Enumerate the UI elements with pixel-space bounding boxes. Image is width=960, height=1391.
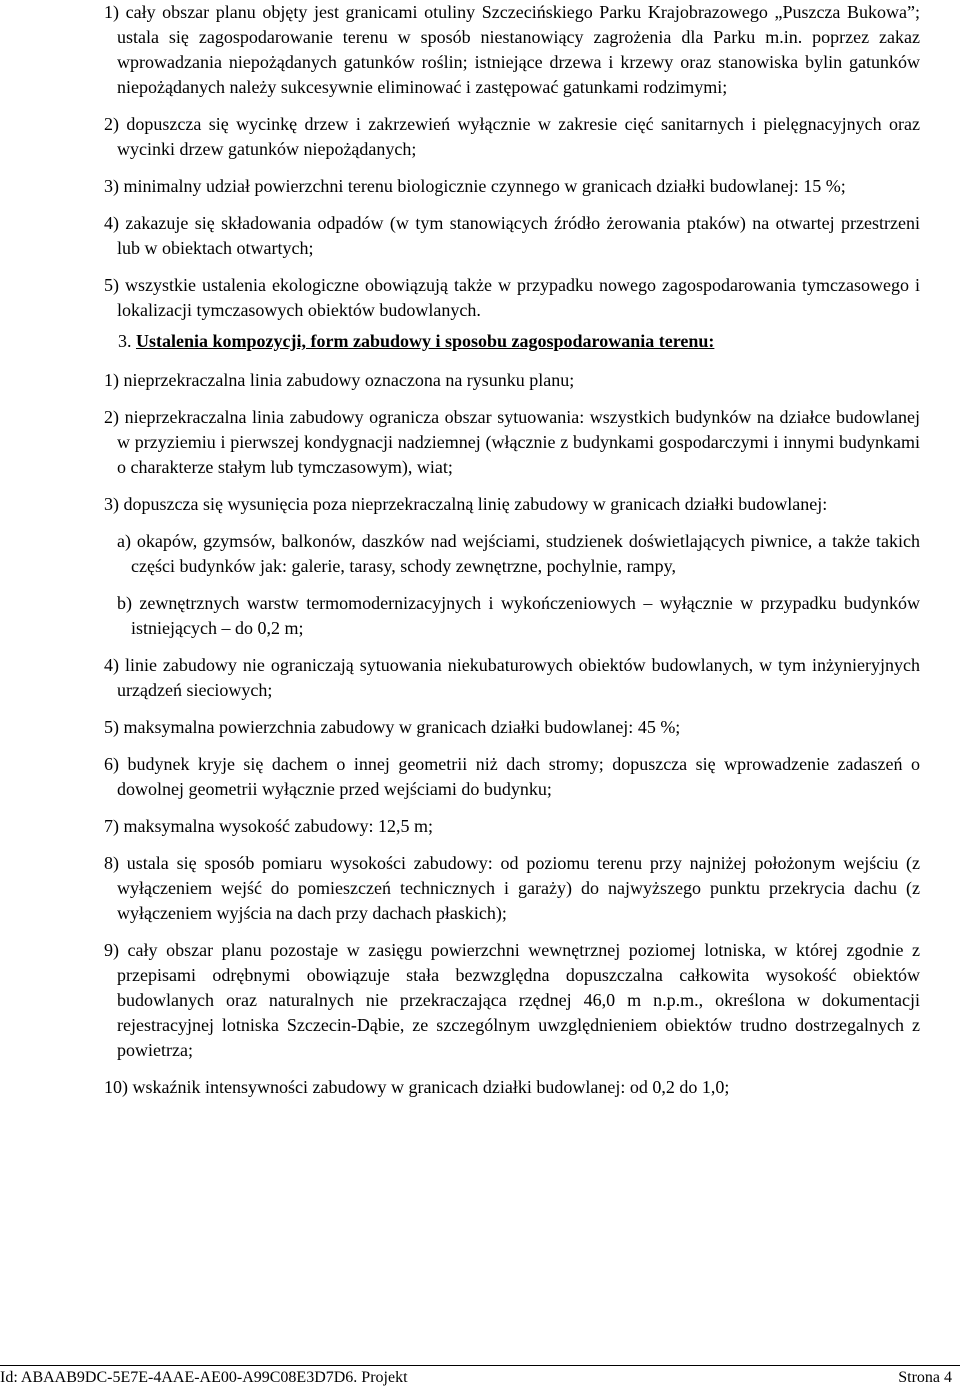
document-body — [104, 0, 920, 1100]
ecology-item-4: 4) zakazuje się składowania odpadów (w tym stanowiących źródło żerowania ptaków) na otwartej przestrzeni lub w obiektach otwartych; — [104, 213, 920, 258]
composition-item-3a: a) okapów, gzymsów, balkonów, daszków nad wejściami, studzienek doświetlających piwnice, a także takich części budynków jak: galerie, tarasy, schody zewnętrzne, pochylnie, rampy, — [117, 531, 920, 576]
composition-item-2: 2) nieprzekraczalna linia zabudowy ogranicza obszar sytuowania: wszystkich budynków na działce budowlanej w przyziemiu i pierwszej kondygnacji nadziemnej (włącznie z budynkami gospodarczymi i innymi budynkami o charakterze stałym lub tymczasowym), wiat; — [104, 407, 920, 477]
document-id: Id: ABAAB9DC-5E7E-4AAE-AE00-A99C08E3D7D6. Projekt — [0, 1369, 408, 1386]
composition-item-9: 9) cały obszar planu pozostaje w zasięgu powierzchni wewnętrznej poziomej lotniska, w której zgodnie z przepisami odrębnymi obowiązuje stała bezwzględna dopuszczalna całkowita wysokość obiektów budowlanych oraz naturalnych nie przekraczająca rzędnej 46,0 m n.p.m., określona w dokumentacji rejestracyjnej lotniska Szczecin-Dąbie, ze szczególnym uwzględnieniem obiektów trudno dostrzegalnych z powietrza; — [104, 940, 920, 1060]
composition-item-8: 8) ustala się sposób pomiaru wysokości zabudowy: od poziomu terenu przy najniżej położonym wejściu (z wyłączeniem wejść do pomieszczeń technicznych i garaży) do najwyższego punktu przekrycia dachu (z wyłączeniem wyjścia na dach przy dachach płaskich); — [104, 853, 920, 923]
ecology-item-2: 2) dopuszcza się wycinkę drzew i zakrzewień wyłącznie w zakresie cięć sanitarnych i pielęgnacyjnych oraz wycinki drzew gatunków niepożądanych; — [104, 114, 920, 159]
composition-item-10: 10) wskaźnik intensywności zabudowy w granicach działki budowlanej: od 0,2 do 1,0; — [104, 1077, 730, 1097]
composition-item-5: 5) maksymalna powierzchnia zabudowy w granicach działki budowlanej: 45 %; — [104, 717, 681, 737]
composition-item-7: 7) maksymalna wysokość zabudowy: 12,5 m; — [104, 816, 433, 836]
section-title: Ustalenia kompozycji, form zabudowy i sposobu zagospodarowania terenu: — [136, 331, 715, 351]
composition-item-1: 1) nieprzekraczalna linia zabudowy oznaczona na rysunku planu; — [104, 370, 575, 390]
page-footer — [0, 1365, 960, 1391]
page-number: Strona 4 — [898, 1369, 952, 1386]
ecology-item-1: 1) cały obszar planu objęty jest granicami otuliny Szczecińskiego Parku Krajobrazowego „Puszcza Bukowa”; ustala się zagospodarowanie terenu w sposób niestanowiący zagrożenia dla Parku m.in. poprzez zakaz wprowadzania niepożądanych gatunków roślin; istniejące drzewa i krzewy oraz stanowiska bylin gatunków niepożądanych należy sukcesywnie eliminować i zastępować gatunkami rodzimymi; — [104, 2, 920, 97]
section-heading — [104, 329, 920, 354]
composition-item-6: 6) budynek kryje się dachem o innej geometrii niż dach stromy; dopuszcza się wprowadzenie zadaszeń o dowolnej geometrii wyłącznie przed wejściami do budynku; — [104, 754, 920, 799]
ecology-item-3: 3) minimalny udział powierzchni terenu biologicznie czynnego w granicach działki budowlanej: 15 %; — [104, 176, 846, 196]
composition-item-4: 4) linie zabudowy nie ograniczają sytuowania niekubaturowych obiektów budowlanych, w tym inżynieryjnych urządzeń sieciowych; — [104, 655, 920, 700]
ecology-item-5: 5) wszystkie ustalenia ekologiczne obowiązują także w przypadku nowego zagospodarowania tymczasowego i lokalizacji tymczasowych obiektów budowlanych. — [104, 275, 920, 320]
composition-item-3b: b) zewnętrznych warstw termomodernizacyjnych i wykończeniowych – wyłącznie w przypadku budynków istniejących – do 0,2 m; — [117, 593, 920, 638]
section-number: 3. — [118, 331, 132, 351]
composition-item-3: 3) dopuszcza się wysunięcia poza nieprzekraczalną linię zabudowy w granicach działki budowlanej: — [104, 494, 828, 514]
